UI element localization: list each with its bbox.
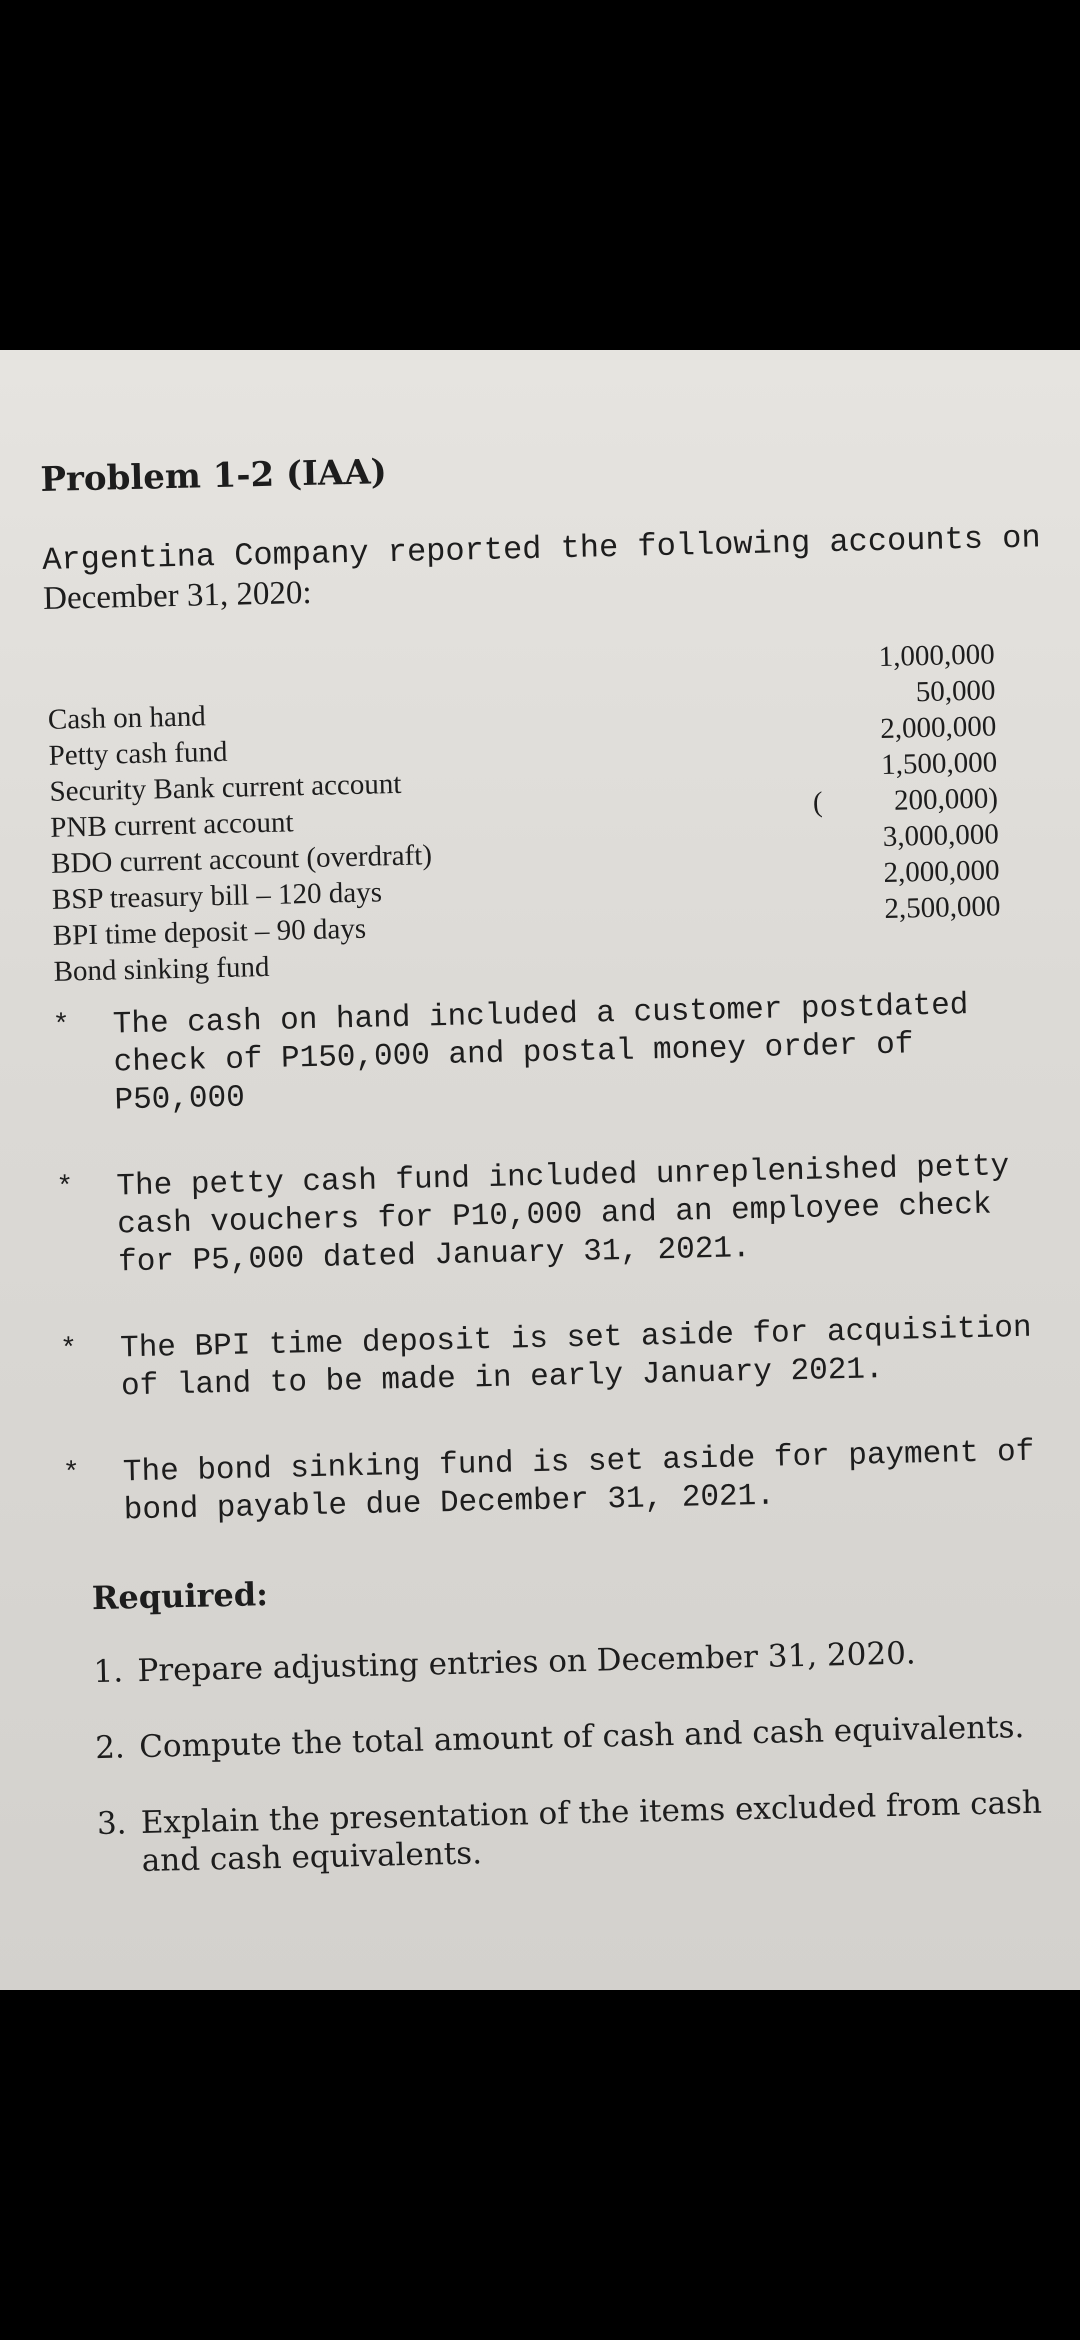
account-value-petty-cash: 50,000 xyxy=(915,674,996,709)
bullet-star: * xyxy=(59,1334,78,1366)
note-item xyxy=(60,1309,1071,1408)
account-name-bdo: BDO current account (overdraft) xyxy=(50,839,433,880)
required-item-text: Explain the presentation of the items excluded from cash and cash equivalents. xyxy=(140,1784,1043,1880)
account-value-bdo-wrap xyxy=(812,780,999,819)
account-value-cash-on-hand: 1,000,000 xyxy=(878,638,996,674)
account-value-bpi: 2,000,000 xyxy=(883,854,1000,889)
account-name-security-bank: Security Bank current account xyxy=(49,767,402,808)
account-values xyxy=(812,635,1060,928)
notes-list xyxy=(52,985,1074,1532)
intro-line-2: December 31, 2020: xyxy=(42,574,312,617)
problem-content xyxy=(40,437,1080,1920)
account-value-pnb: 1,500,000 xyxy=(880,746,998,781)
bullet-star: * xyxy=(56,1172,74,1204)
note-item xyxy=(63,1433,1074,1532)
intro-line-1: Argentina Company reported the following accounts on xyxy=(41,519,1042,579)
required-list xyxy=(93,1631,1080,1881)
account-value-bsp: 3,000,000 xyxy=(882,818,1000,853)
note-item xyxy=(56,1147,1068,1284)
required-item-text: Compute the total amount of cash and cash equivalents. xyxy=(138,1709,1025,1766)
account-name-bpi: BPI time deposit – 90 days xyxy=(52,912,367,952)
account-name-cash-on-hand: Cash on hand xyxy=(47,700,207,736)
textbook-page xyxy=(0,350,1080,1990)
account-names xyxy=(47,693,434,990)
required-item xyxy=(95,1707,1080,1767)
note-item xyxy=(52,985,1064,1122)
account-value-bond-sinking: 2,500,000 xyxy=(884,890,1001,925)
account-value-bdo: 200,000) xyxy=(893,782,999,817)
note-text: The petty cash fund included unreplenished petty cash vouchers for P10,000 and an employee check for P5,000 dated January 31, 2021. xyxy=(116,1149,1010,1281)
required-item xyxy=(97,1783,1080,1881)
bullet-star: * xyxy=(62,1458,81,1490)
note-text: The bond sinking fund is set aside for payment of bond payable due December 31, 2021. xyxy=(122,1434,1035,1529)
required-item-number: 3. xyxy=(96,1805,127,1843)
note-text: The cash on hand included a customer postdated check of P150,000 and postal money order of P50,000 xyxy=(112,988,969,1119)
account-value-security-bank: 2,000,000 xyxy=(879,710,997,746)
required-item xyxy=(93,1631,1078,1691)
problem-title: Problem 1-2 (IAA) xyxy=(40,452,388,500)
account-name-pnb: PNB current account xyxy=(49,806,294,844)
required-item-number: 1. xyxy=(93,1653,124,1691)
problem-intro xyxy=(42,519,1053,618)
accounts-list xyxy=(44,635,1061,988)
open-parenthesis: ( xyxy=(812,786,824,819)
required-item-number: 2. xyxy=(94,1729,126,1767)
account-name-bsp: BSP treasury bill – 120 days xyxy=(51,876,383,916)
bullet-star: * xyxy=(52,1010,71,1042)
required-item-text: Prepare adjusting entries on December 31, 2020. xyxy=(137,1635,917,1690)
required-heading: Required: xyxy=(91,1575,269,1618)
account-name-bond-sinking: Bond sinking fund xyxy=(53,950,270,988)
account-name-petty-cash: Petty cash fund xyxy=(48,735,228,772)
note-text: The BPI time deposit is set aside for acquisition of land to be made in early January 2021. xyxy=(119,1310,1032,1405)
